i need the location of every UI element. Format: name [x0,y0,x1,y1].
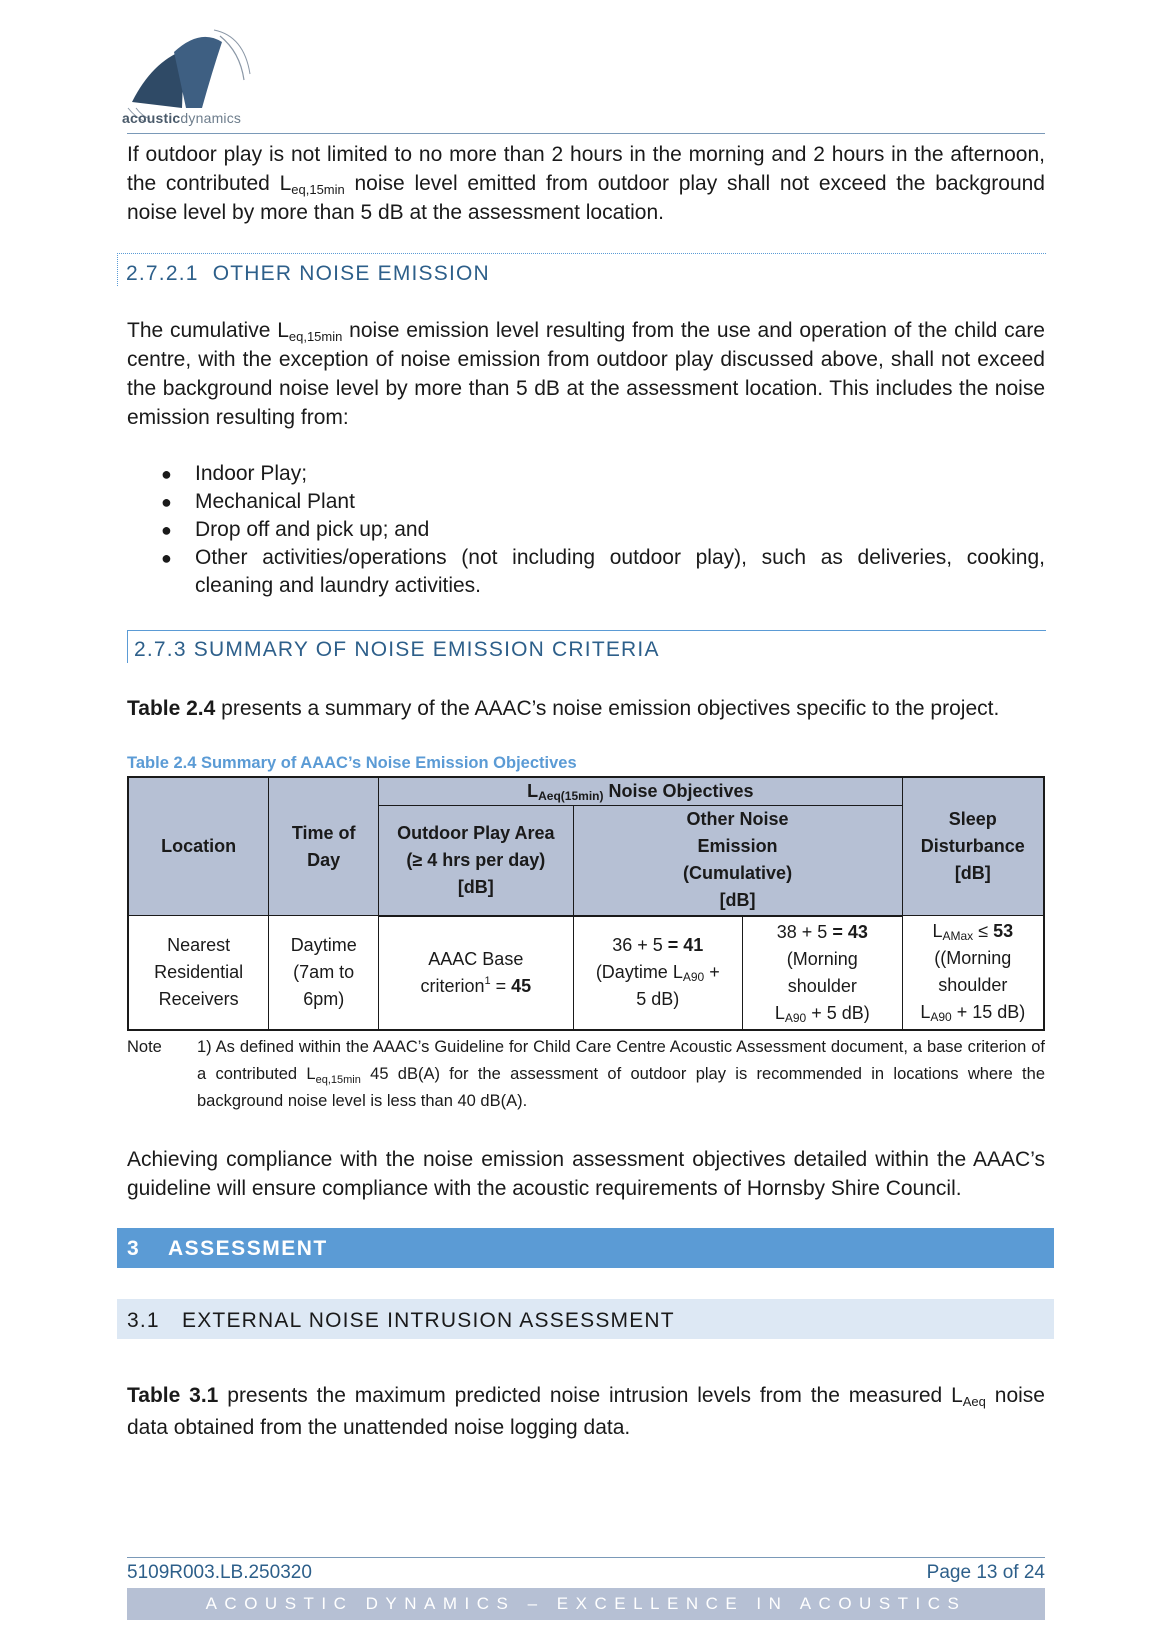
emission-source-list [127,460,1045,600]
logo-wordmark: acousticdynamics [122,110,242,126]
list-item: ● Mechanical Plant [127,488,1045,516]
list-item: ● Indoor Play; [127,460,1045,488]
compliance-paragraph: Achieving compliance with the noise emission assessment objectives detailed within the AAAC’s guideline will ensure compliance with the acoustic requirements of Hornsby Shire Council. [127,1148,1045,1200]
cell-location: Nearest Residential Receivers [128,916,269,1030]
footer-doc-ref: 5109R003.LB.250320 [127,1562,312,1583]
section-273-paragraph: Table 2.4 presents a summary of the AAAC’s noise emission objectives specific to the project. [127,697,1000,720]
col-header-sleep: Sleep Disturbance [dB] [902,777,1044,916]
footer-rule [127,1557,1045,1558]
cell-outdoor-criterion: AAAC Base criterion$^1$ = 45 [379,916,573,1030]
col-header-outdoor-play: Outdoor Play Area (≥ 4 hrs per day) [dB] [379,806,573,916]
cell-daytime-criterion: 36 + 5 = 41 (Daytime $L_{A90}$ + 5 dB) [573,916,743,1030]
bullet-icon: ● [161,520,172,540]
cell-morning-criterion: 38 + 5 = 43 (Morning shoulder $L_{A90} + 5$ dB) [743,916,903,1030]
col-header-objectives-group: $L_{Aeq(15min)}$ Noise Objectives [379,777,903,806]
footer-tagline: ACOUSTIC DYNAMICS – EXCELLENCE IN ACOUSTICS [127,1588,1045,1620]
logo-sails-icon [122,22,262,122]
section-31-paragraph: Table 3.1 presents the maximum predicted noise intrusion levels from the measured $L_{Aeq}$ noise data obtained from the unattended noise logging data. [127,1384,1045,1439]
intro-paragraph: If outdoor play is not limited to no more than 2 hours in the morning and 2 hours in the afternoon, the contributed $L_{eq,15min}$ noise level emitted from outdoor play shall not exceed the background noise level by more than 5 dB at the assessment location. [127,143,1045,224]
table-note-label: Note [127,1038,162,1056]
bullet-icon: ● [161,548,172,568]
cell-time: Daytime (7am to 6pm) [269,916,379,1030]
section-273-heading: 2.7.3 SUMMARY OF NOISE EMISSION CRITERIA [134,638,660,661]
table-note-text: 1) As defined within the AAAC’s Guideline for Child Care Centre Acoustic Assessment document, a base criterion of a contributed $L_{eq,15min}$ 45 dB(A) for the assessment of outdoor play is recommended in locations where the background noise level is less than 40 dB(A). [197,1038,1045,1110]
list-item: ● Other activities/operations (not including outdoor play), such as deliveries, cooking, cleaning and laundry activities. [161,546,1045,597]
company-logo [122,22,262,130]
col-header-other-noise: Other Noise Emission (Cumulative) [dB] [573,806,902,916]
section-31-heading: EXTERNAL NOISE INTRUSION ASSESSMENT [182,1309,675,1332]
table-row [128,916,1044,1030]
section-3-heading: ASSESSMENT [168,1237,328,1260]
bullet-icon: ● [161,492,172,512]
col-header-time: Time of Day [269,777,379,916]
col-header-location: Location [128,777,269,916]
footer-page-number: Page 13 of 24 [926,1562,1045,1583]
table-24-caption: Table 2.4 Summary of AAAC’s Noise Emission Objectives [127,754,577,772]
section-2721-paragraph: The cumulative $L_{eq,15min}$ noise emission level resulting from the use and operation of the child care centre, with the exception of noise emission from outdoor play discussed above, shall not exceed the background noise level by more than 5 dB at the assessment location. This includes the noise emission resulting from: [127,319,1045,429]
header-rule [127,133,1045,134]
list-item: ● Drop off and pick up; and [127,516,1045,544]
bullet-icon: ● [161,464,172,484]
section-3-number: 3 [127,1237,141,1260]
section-31-number: 3.1 [127,1309,160,1332]
cell-sleep-criterion: $L_{AMax} \le 53$ ((Morning shoulder $L_{A90} + 15$ dB) [902,916,1044,1030]
section-2721-heading: 2.7.2.1 OTHER NOISE EMISSION [126,262,490,285]
noise-objectives-table [127,776,1045,1031]
